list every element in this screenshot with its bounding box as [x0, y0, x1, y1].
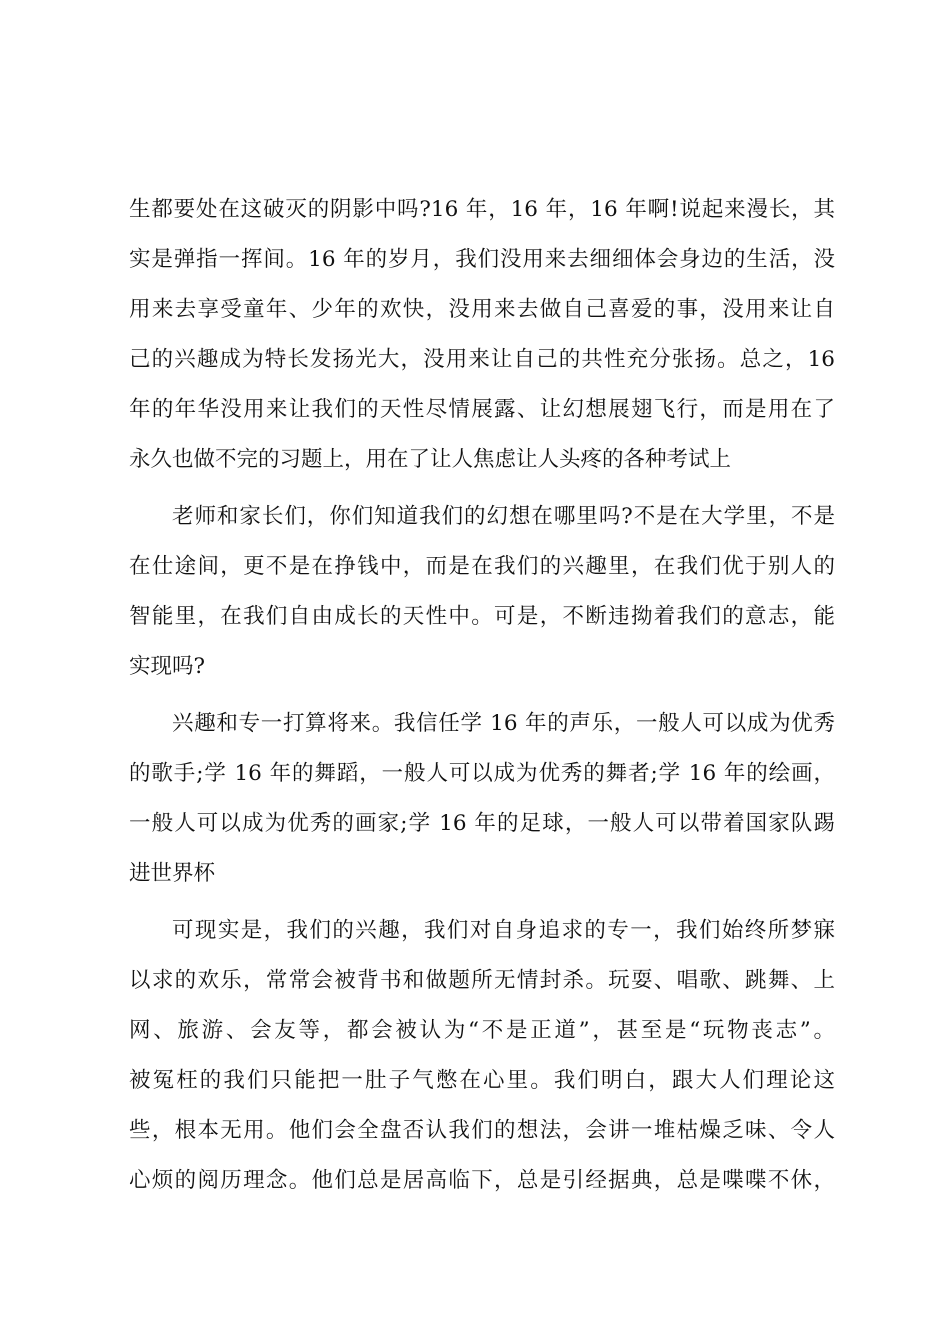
text-line: 进世界杯: [129, 861, 216, 886]
text-line: 兴趣和专一打算将来。我信任学 16 年的声乐，一般人可以成为优秀: [172, 711, 835, 736]
paragraph: [129, 492, 835, 692]
text-line: 一般人可以成为优秀的画家;学 16 年的足球，一般人可以带着国家队踢: [129, 811, 835, 836]
text-line: 的歌手;学 16 年的舞蹈，一般人可以成为优秀的舞者;学 16 年的绘画，: [129, 761, 835, 786]
text-line: 可现实是，我们的兴趣，我们对自身追求的专一，我们始终所梦寐: [172, 918, 835, 943]
text-line: 永久也做不完的习题上，用在了让人焦虑让人头疼的各种考试上: [129, 447, 732, 472]
text-line: 生都要处在这破灭的阴影中吗?16 年，16 年，16 年啊!说起来漫长，其: [129, 197, 835, 222]
text-line: 实是弹指一挥间。16 年的岁月，我们没用来去细细体会身边的生活，没: [129, 247, 835, 272]
document-body: [129, 185, 835, 1206]
paragraph: [129, 185, 835, 485]
paragraph: [129, 699, 835, 899]
text-line: 被冤枉的我们只能把一肚子气憋在心里。我们明白，跟大人们理论这: [129, 1068, 835, 1093]
text-line: 以求的欢乐，常常会被背书和做题所无情封杀。玩耍、唱歌、跳舞、上: [129, 968, 835, 993]
text-line: 心烦的阅历理念。他们总是居高临下，总是引经据典，总是喋喋不休，: [129, 1168, 835, 1193]
text-line: 在仕途间，更不是在挣钱中，而是在我们的兴趣里，在我们优于别人的: [129, 554, 835, 579]
text-line: 些，根本无用。他们会全盘否认我们的想法，会讲一堆枯燥乏味、令人: [129, 1118, 835, 1143]
text-line: 用来去享受童年、少年的欢快，没用来去做自己喜爱的事，没用来让自: [129, 297, 835, 322]
text-line: 网、旅游、会友等，都会被认为“不是正道”，甚至是“玩物丧志”。: [129, 1018, 835, 1043]
paragraph: [129, 906, 835, 1206]
text-line: 智能里，在我们自由成长的天性中。可是，不断违拗着我们的意志，能: [129, 604, 835, 629]
text-line: 年的年华没用来让我们的天性尽情展露、让幻想展翅飞行，而是用在了: [129, 397, 835, 422]
text-line: 实现吗?: [129, 654, 206, 679]
text-line: 老师和家长们，你们知道我们的幻想在哪里吗?不是在大学里，不是: [172, 504, 835, 529]
text-line: 己的兴趣成为特长发扬光大，没用来让自己的共性充分张扬。总之，16: [129, 347, 835, 372]
